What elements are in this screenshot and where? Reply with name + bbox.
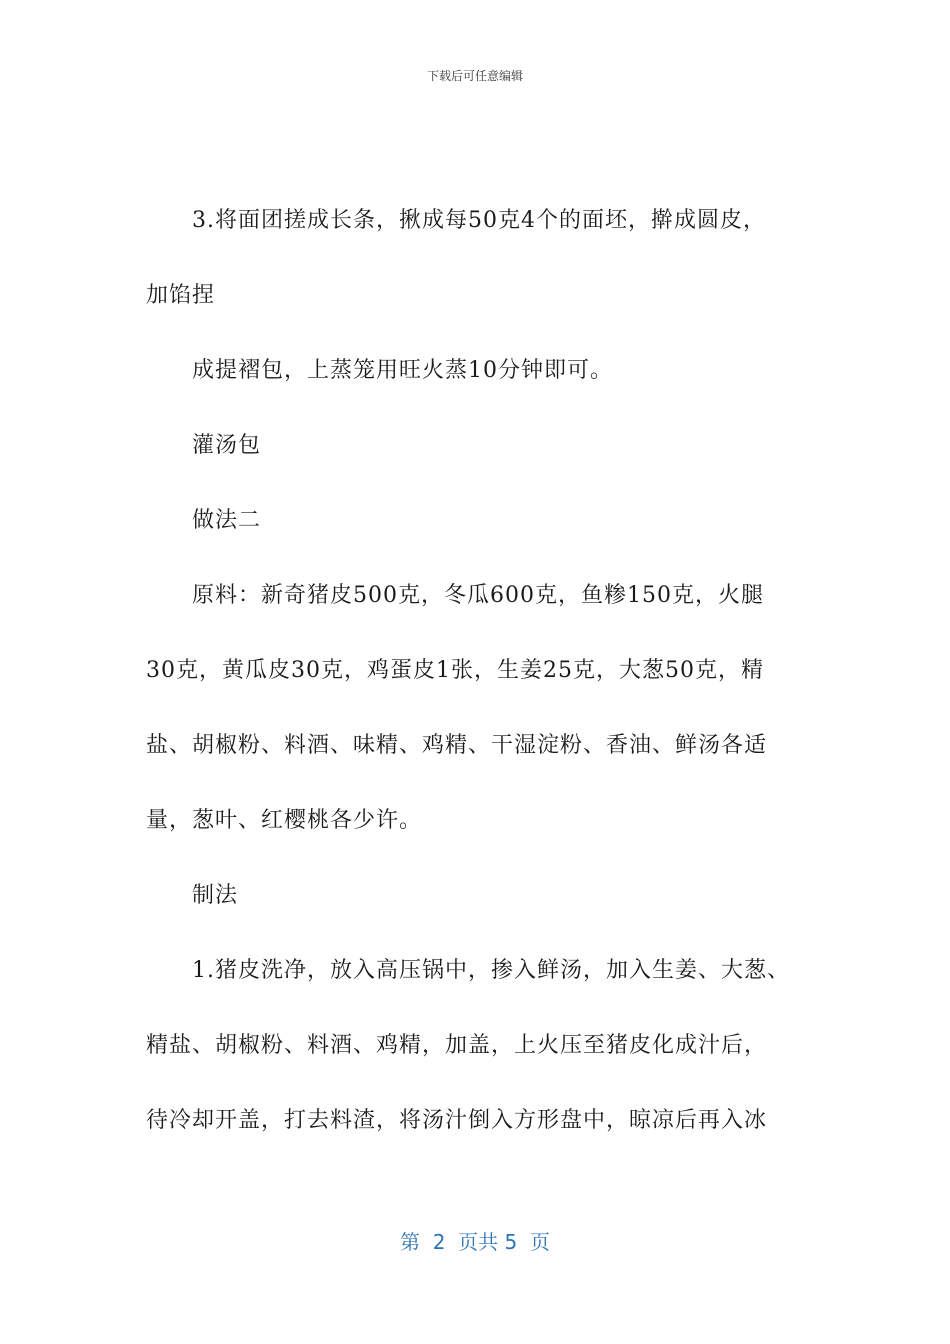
paragraph-line: 待冷却开盖，打去料渣，将汤汁倒入方形盘中，晾凉后再入冰 xyxy=(146,1108,768,1133)
paragraph-line: 成提褶包，上蒸笼用旺火蒸10分钟即可。 xyxy=(192,358,613,383)
paragraph-line: 精盐、胡椒粉、料酒、鸡精，加盖，上火压至猪皮化成汁后， xyxy=(146,1033,768,1058)
paragraph-line: 量，葱叶、红樱桃各少许。 xyxy=(146,808,423,833)
section-heading: 制法 xyxy=(192,883,239,908)
paragraph-line: 1.猪皮洗净，放入高压锅中，掺入鲜汤，加入生姜、大葱、 xyxy=(192,958,790,983)
section-heading: 灌汤包 xyxy=(192,433,262,458)
paragraph-line: 30克，黄瓜皮30克，鸡蛋皮1张，生姜25克，大葱50克，精 xyxy=(146,658,764,683)
paragraph-line: 盐、胡椒粉、料酒、味精、鸡精、干湿淀粉、香油、鲜汤各适 xyxy=(146,733,768,758)
paragraph-line: 3.将面团搓成长条，揪成每50克4个的面坯，擀成圆皮， xyxy=(192,208,766,233)
page-number-footer: 第 2 页共 5 页 xyxy=(400,1230,550,1254)
paragraph-line: 原料：新奇猪皮500克，冬瓜600克，鱼糁150克，火腿 xyxy=(192,583,764,608)
document-body xyxy=(146,196,816,1171)
paragraph-line: 加馅捏 xyxy=(146,283,216,308)
section-heading: 做法二 xyxy=(192,508,262,533)
page-header: 下载后可任意编辑 xyxy=(426,69,523,83)
